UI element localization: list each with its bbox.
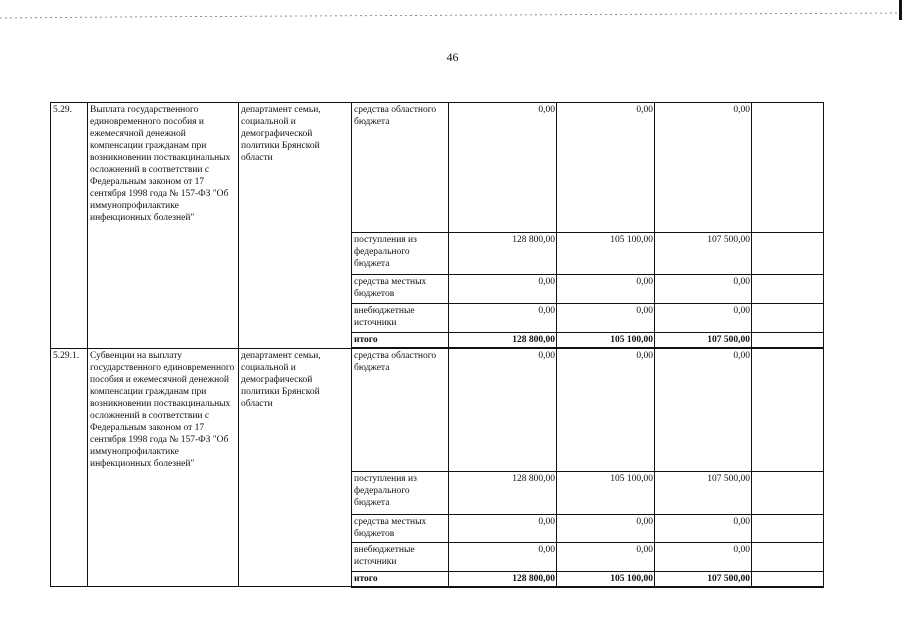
- scan-artifact-line: [0, 12, 905, 22]
- source-label: средства областного бюджета: [352, 348, 449, 471]
- source-label: внебюджетные источники: [352, 542, 449, 571]
- total-value-cell: 105 100,00: [557, 571, 655, 587]
- item-description: Выплата государственного единовременного пособия и ежемесячной денежной компенсации гражданам при возникновении поствакцинальных осложнений в соответствии с Федеральным законом от 17 сентября 1998 года № 157-ФЗ "Об иммунопрофилактике инфекционных болезней": [88, 103, 239, 349]
- item-description: Субвенции на выплату государственного единовременного пособия и ежемесячной денежной компенсации гражданам при возникновении поствакцинальных осложнений в соответствии с Федеральным законом от 17 сентября 1998 года № 157-ФЗ "Об иммунопрофилактике инфекционных болезней": [88, 348, 239, 587]
- value-cell: 0,00: [557, 275, 655, 304]
- empty-cell: [752, 275, 824, 304]
- value-cell: 105 100,00: [557, 233, 655, 275]
- source-label-total: итого: [352, 333, 449, 349]
- empty-cell: [752, 542, 824, 571]
- source-label: внебюджетные источники: [352, 304, 449, 333]
- value-cell: 0,00: [557, 542, 655, 571]
- item-executor: департамент семьи, социальной и демографической политики Брянской области: [239, 103, 352, 349]
- total-value-cell: 107 500,00: [655, 571, 752, 587]
- value-cell: 0,00: [449, 275, 557, 304]
- empty-cell: [752, 233, 824, 275]
- scan-edge-mark: [899, 0, 902, 20]
- empty-cell: [752, 348, 824, 471]
- source-label: средства областного бюджета: [352, 103, 449, 233]
- empty-cell: [752, 571, 824, 587]
- value-cell: 128 800,00: [449, 471, 557, 514]
- total-value-cell: 105 100,00: [557, 333, 655, 349]
- value-cell: 0,00: [655, 348, 752, 471]
- empty-cell: [752, 333, 824, 349]
- value-cell: 0,00: [449, 103, 557, 233]
- value-cell: 0,00: [557, 103, 655, 233]
- empty-cell: [752, 103, 824, 233]
- budget-table: [50, 102, 824, 588]
- value-cell: 0,00: [557, 348, 655, 471]
- total-value-cell: 107 500,00: [655, 333, 752, 349]
- value-cell: 105 100,00: [557, 471, 655, 514]
- value-cell: 0,00: [449, 348, 557, 471]
- value-cell: 0,00: [655, 542, 752, 571]
- empty-cell: [752, 304, 824, 333]
- total-value-cell: 128 800,00: [449, 571, 557, 587]
- value-cell: 107 500,00: [655, 471, 752, 514]
- value-cell: 0,00: [449, 304, 557, 333]
- value-cell: 0,00: [449, 542, 557, 571]
- value-cell: 0,00: [655, 514, 752, 542]
- value-cell: 0,00: [655, 103, 752, 233]
- item-executor: департамент семьи, социальной и демографической политики Брянской области: [239, 348, 352, 587]
- item-number: 5.29.: [51, 103, 88, 349]
- empty-cell: [752, 471, 824, 514]
- source-label: средства местных бюджетов: [352, 514, 449, 542]
- page-number: 46: [446, 50, 459, 64]
- table-row: [51, 348, 824, 471]
- source-label: средства местных бюджетов: [352, 275, 449, 304]
- table-row: [51, 103, 824, 233]
- value-cell: 0,00: [655, 304, 752, 333]
- total-value-cell: 128 800,00: [449, 333, 557, 349]
- value-cell: 0,00: [557, 304, 655, 333]
- empty-cell: [752, 514, 824, 542]
- value-cell: 128 800,00: [449, 233, 557, 275]
- source-label-total: итого: [352, 571, 449, 587]
- source-label: поступления из федерального бюджета: [352, 233, 449, 275]
- value-cell: 107 500,00: [655, 233, 752, 275]
- value-cell: 0,00: [557, 514, 655, 542]
- item-number: 5.29.1.: [51, 348, 88, 587]
- source-label: поступления из федерального бюджета: [352, 471, 449, 514]
- value-cell: 0,00: [449, 514, 557, 542]
- value-cell: 0,00: [655, 275, 752, 304]
